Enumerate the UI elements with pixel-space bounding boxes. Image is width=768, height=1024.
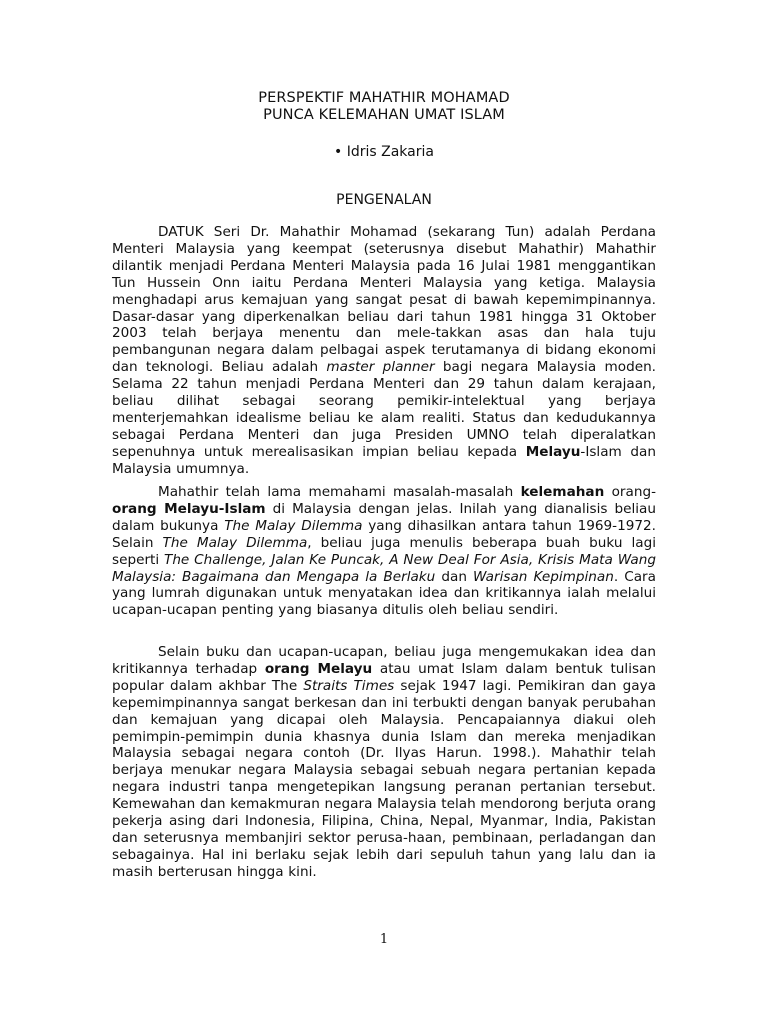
text-run: dan — [435, 568, 473, 585]
italic-run: Warisan Kepimpinan — [472, 568, 614, 585]
document-title — [0, 90, 768, 124]
italic-run: The Malay Dilemma — [162, 534, 308, 551]
text-run: -Islam dan Malaysia umumnya. — [112, 443, 656, 477]
section-heading: PENGENALAN — [336, 192, 432, 208]
paragraph-3 — [112, 644, 656, 881]
text-run: atau umat Islam dalam bentuk tulisan popular dalam akhbar The — [112, 660, 656, 694]
italic-run: The Challenge, Jalan Ke Puncak, A New Deal For Asia, Krisis Mata Wang Malaysia: Bagaimana dan Mengapa la Berlaku — [112, 551, 656, 585]
italic-run: master planner — [326, 359, 435, 376]
text-run: . Cara yang lumrah digunakan untuk menyatakan idea dan kritikannya ialah melalui ucapan-ucapan penting yang biasanya ditulis oleh beliau sendiri. — [112, 568, 656, 619]
author-line: • Idris Zakaria — [334, 144, 434, 160]
text-run: bagi negara Malaysia moden. Selama 22 tahun menjadi Perdana Menteri dan 29 tahun dalam kerajaan, beliau dilihat sebagai seorang pemikir-intelektual yang berjaya menterjemahkan idealisme beliau ke alam realiti. Status dan kedudukannya sebagai Perdana Menteri dan juga Presiden UMNO telah diperalatkan sepenuhnya untuk merealisasikan impian beliau kepada — [112, 359, 657, 460]
page-number: 1 — [379, 932, 389, 947]
text-run: orang- — [604, 484, 656, 500]
text-run: DATUK Seri Dr. Mahathir Mohamad (sekarang Tun) adalah Perdana Menteri Malaysia yang keempat (seterusnya disebut Mahathir) Mahathir dilantik menjadi Perdana Menteri Malaysia pada 16 Julai 1981 menggantikan Tun Hussein Onn iaitu Perdana Menteri Malaysia yang ketiga. Malaysia menghadapi arus kemajuan yang sangat pesat di bawah kepemimpinannya. Dasar-dasar yang diperkenalkan beliau dari tahun 1981 hingga 31 Oktober 2003 telah berjaya menentu dan mele-takkan asas dan hala tuju pembangunan negara dalam pelbagai aspek terutamanya di bidang ekonomi dan teknologi. Beliau adalah — [112, 224, 656, 376]
italic-run: The Malay Dilemma — [224, 517, 363, 534]
paragraph-1 — [112, 224, 656, 478]
text-run: di Malaysia dengan jelas. Inilah yang dianalisis beliau dalam bukunya — [112, 500, 656, 534]
text-run: yang dihasilkan antara tahun 1969-1972. Selain — [112, 517, 656, 551]
bold-run: orang Melayu-Islam — [112, 500, 266, 517]
text-run: Mahathir telah lama memahami masalah-masalah — [158, 484, 521, 500]
bold-run: kelemahan — [520, 484, 605, 500]
text-run: Selain buku dan ucapan-ucapan, beliau juga mengemukakan idea dan kritikannya terhadap — [112, 644, 656, 677]
bold-run: orang Melayu — [264, 660, 373, 677]
title-line-1: PERSPEKTIF MAHATHIR MOHAMAD — [258, 90, 510, 106]
text-run: sejak 1947 lagi. Pemikiran dan gaya kepemimpinannya sangat berkesan dan ini terbukti dengan banyak perubahan dan kemajuan yang dicapai oleh Malaysia. Pencapaiannya diakui oleh pemimpin-pemimpin dunia khasnya dunia Islam dan mereka menjadikan Malaysia sebagai negara contoh (Dr. Ilyas Harun. 1998.). Mahathir telah berjaya menukar negara Malaysia sebagai sebuah negara pertanian kepada negara industri tanpa mengetepikan langsung peranan pertanian tersebut. Kemewahan dan kemakmuran negara Malaysia telah mendorong berjuta orang pekerja asing dari Indonesia, Filipina, China, Nepal, Myanmar, India, Pakistan dan seterusnya membanjiri sektor perusa-haan, pembinaan, perladangan dan sebagainya. Hal ini berlaku sejak lebih dari sepuluh tahun yang lalu dan ia masih berterusan hingga kini. — [112, 677, 656, 880]
text-run: , beliau juga menulis beberapa buah buku lagi seperti — [112, 534, 656, 568]
bold-run: Melayu — [525, 443, 581, 460]
paragraph-2 — [112, 484, 656, 619]
title-line-2: PUNCA KELEMAHAN UMAT ISLAM — [263, 107, 505, 123]
italic-run: Straits Times — [303, 677, 395, 694]
